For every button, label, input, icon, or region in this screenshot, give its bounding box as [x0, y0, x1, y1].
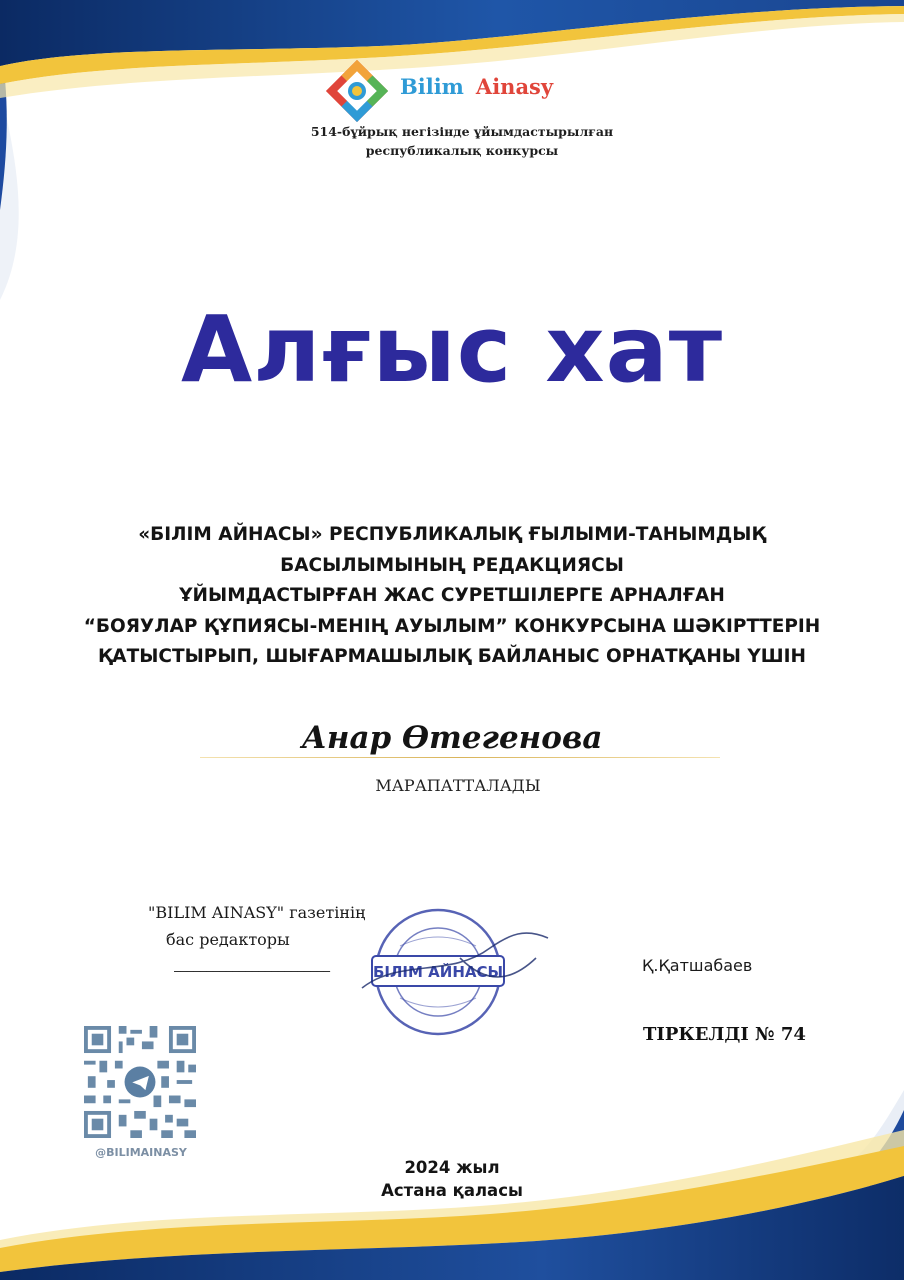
body-line: ҚАТЫСТЫРЫП, ШЫҒАРМАШЫЛЫҚ БАЙЛАНЫС ОРНАТҚАНЫ ҮШІН [97, 646, 807, 667]
official-stamp [340, 888, 560, 1048]
footer-year: 2024 жыл [404, 1158, 500, 1177]
registration-number: ТІРКЕЛДІ № 74 [643, 1024, 806, 1045]
brand-name [400, 74, 553, 99]
subtitle-line-2: республикалық конкурсы [365, 143, 559, 158]
bilim-ainasy-logo-icon [326, 60, 388, 122]
qr-code-icon[interactable] [84, 1026, 196, 1138]
certificate-title: Алғыс хат [180, 296, 724, 403]
editor-title-line-2: бас редакторы [166, 930, 290, 949]
contest-subtitle [252, 122, 672, 160]
awarded-label: МАРАПАТТАЛАДЫ [375, 776, 541, 795]
certificate-body [40, 520, 864, 673]
stamp-text: БІЛІМ АЙНАСЫ [372, 963, 504, 981]
body-line: «БІЛІМ АЙНАСЫ» РЕСПУБЛИКАЛЫҚ ҒЫЛЫМИ-ТАНЫМДЫҚ [138, 524, 766, 545]
brand-word-ainasy: Ainasy [475, 74, 554, 99]
editor-title-line-1: "BILIM AINASY" газетінің [148, 903, 366, 922]
footer-city: Астана қаласы [381, 1181, 523, 1200]
body-line: “БОЯУЛАР ҚҰПИЯСЫ-МЕНІҢ АУЫЛЫМ” КОНКУРСЫНА ШӘКІРТТЕРІН [83, 615, 821, 637]
subtitle-line-1: 514-бұйрық негізінде ұйымдастырылған [310, 124, 614, 139]
signature-blank-line: ________________________ [174, 958, 330, 973]
name-underline [200, 757, 720, 758]
social-handle: @BILIMAINASY [95, 1146, 187, 1159]
signer-name: Қ.Қатшабаев [642, 956, 753, 975]
brand-word-bilim: Bilim [400, 74, 464, 99]
body-line: ҰЙЫМДАСТЫРҒАН ЖАС СУРЕТШІЛЕРГЕ АРНАЛҒАН [179, 585, 725, 606]
recipient-name: Анар Өтегенова [301, 720, 603, 756]
body-line: БАСЫЛЫМЫНЫҢ РЕДАКЦИЯСЫ [280, 554, 624, 576]
